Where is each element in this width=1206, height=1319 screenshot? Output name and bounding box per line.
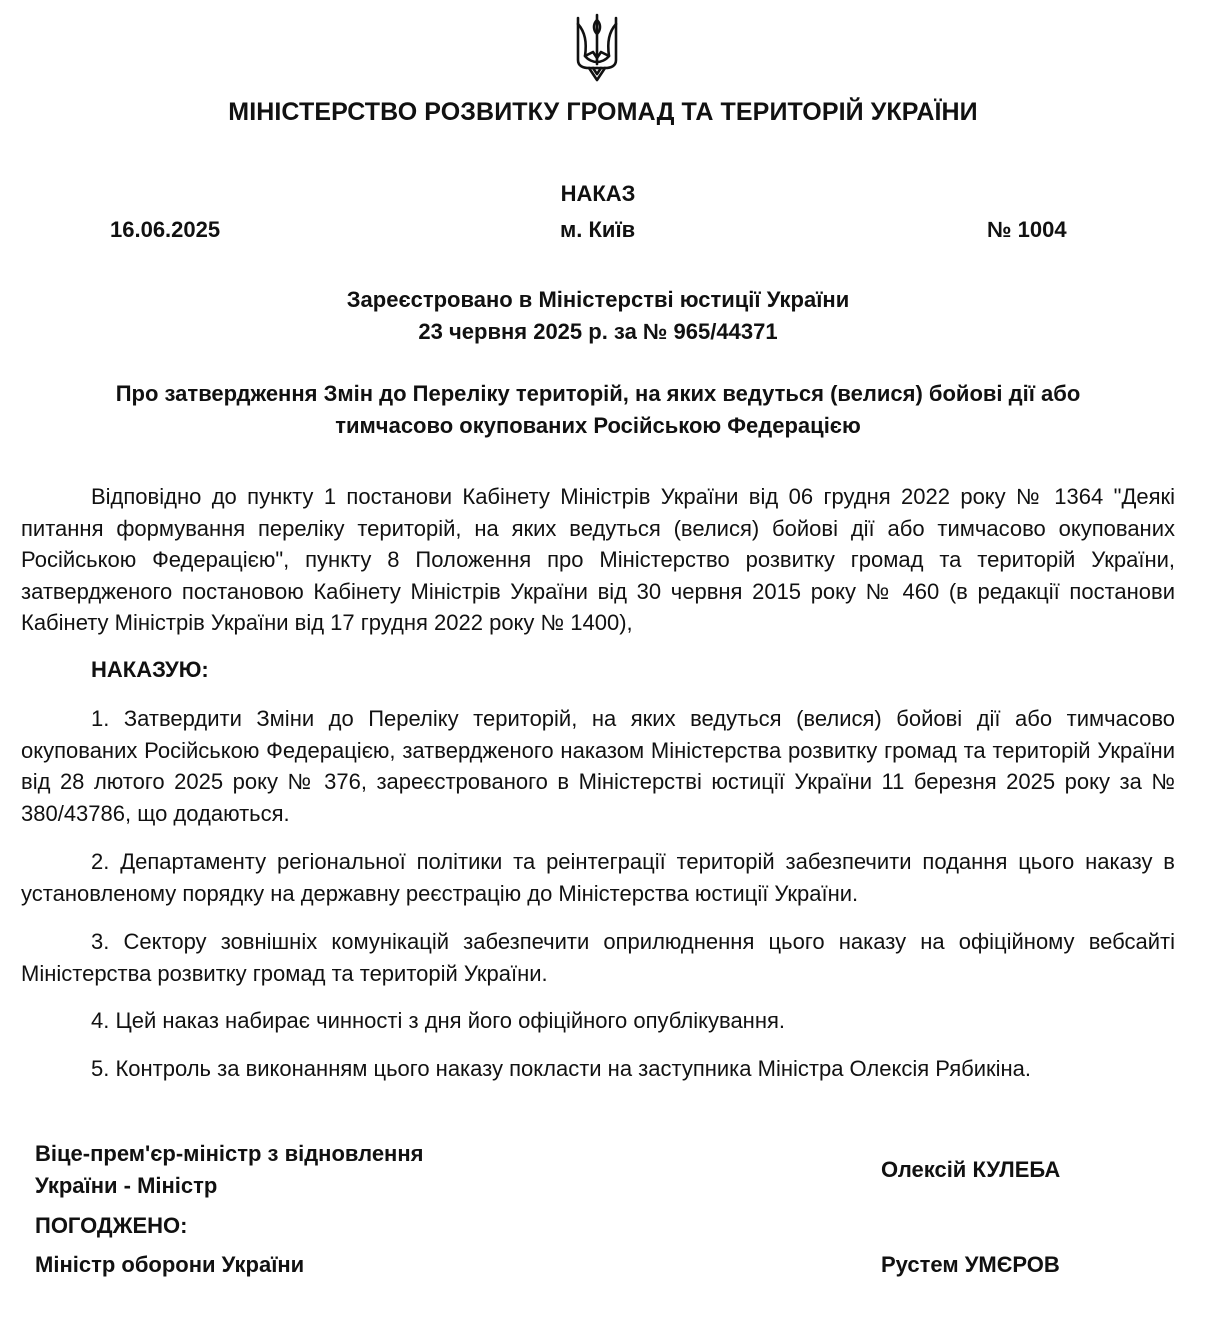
order-subject (0, 378, 1196, 442)
registration-note (0, 284, 1196, 348)
document-city: м. Київ (560, 217, 636, 242)
subject-line: Про затвердження Змін до Переліку територій, на яких ведуться (велися) бойові дії або (115, 381, 1081, 406)
order-item: 3. Сектору зовнішніх комунікацій забезпечити оприлюднення цього наказу на офіційному вебсайті Міністерства розвитку громад та територій України. (21, 929, 1175, 986)
subject-line: тимчасово окупованих Російською Федерацією (335, 413, 861, 438)
registration-line: Зареєстровано в Міністерстві юстиції України (346, 287, 850, 312)
order-word: НАКАЗУЮ: (91, 657, 209, 682)
agreed-label: ПОГОДЖЕНО: (35, 1213, 188, 1238)
preamble-paragraph: Відповідно до пункту 1 постанови Кабінету Міністрів України від 06 грудня 2022 року № 1364 "Деякі питання формування переліку територій, на яких ведуться (велися) бойові дії або тимчасово окупованих Російською Федерацією", пункту 8 Положення про Міністерство розвитку громад та територій України, затвердженого постановою Кабінету Міністрів України від 30 червня 2015 року № 460 (в редакції постанови Кабінету Міністрів України від 17 грудня 2022 року № 1400), (21, 484, 1175, 635)
registration-line: 23 червня 2025 р. за № 965/44371 (418, 319, 778, 344)
document-date: 16.06.2025 (110, 217, 221, 242)
signatory-position-line: України - Міністр (35, 1173, 218, 1198)
order-item: 1. Затвердити Зміни до Переліку територій, на яких ведуться (велися) бойові дії або тимчасово окупованих Російською Федерацією, затвердженого наказом Міністерства розвитку громад та територій України від 28 лютого 2025 року № 376, зареєстрованого в Міністерстві юстиції України 11 березня 2025 року за № 380/43786, що додаються. (21, 706, 1175, 826)
signatory-position-line: Віце-прем'єр-міністр з відновлення (35, 1141, 424, 1166)
document-number: № 1004 (987, 217, 1067, 242)
tryzub-icon (573, 12, 621, 84)
signatory-name: Олексій КУЛЕБА (881, 1157, 1061, 1182)
signatory-position (35, 1138, 423, 1202)
ministry-title: МІНІСТЕРСТВО РОЗВИТКУ ГРОМАД ТА ТЕРИТОРІЙ УКРАЇНИ (228, 98, 978, 126)
order-item: 2. Департаменту регіональної політики та реінтеграції територій забезпечити подання цього наказу в установленому порядку на державну реєстрацію до Міністерства юстиції України. (21, 849, 1175, 906)
approver-position: Міністр оборони України (35, 1252, 305, 1277)
approver-name: Рустем УМЄРОВ (881, 1252, 1060, 1277)
order-item: 5. Контроль за виконанням цього наказу покласти на заступника Міністра Олексія Рябикіна. (91, 1056, 1032, 1081)
order-item: 4. Цей наказ набирає чинності з дня його офіційного опублікування. (91, 1008, 785, 1033)
document-type: НАКАЗ (560, 181, 636, 206)
